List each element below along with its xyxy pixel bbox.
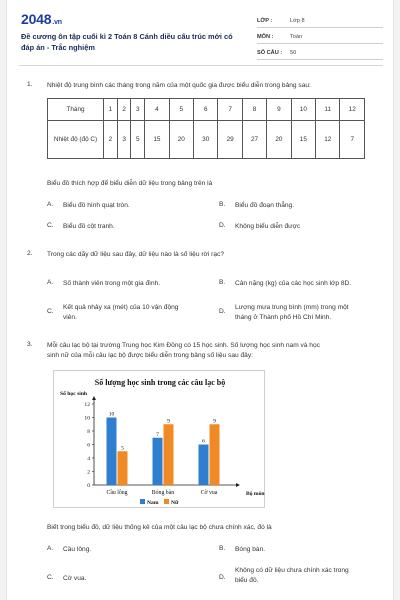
option-d[interactable]: [235, 566, 385, 586]
data-label: 7: [156, 431, 159, 438]
option-line: biểu đồ.: [235, 577, 259, 584]
table-cell: 27: [242, 121, 266, 159]
legend-swatch: [140, 499, 145, 504]
x-tick-label: Cầu lông: [106, 490, 128, 496]
meta-key: SỐ CÂU :: [257, 50, 283, 56]
bar-nữ: [164, 424, 174, 485]
bar-nam: [153, 438, 163, 485]
table-cell: 1: [104, 99, 118, 121]
option-line: viên.: [63, 314, 77, 321]
y-tick-label: 6: [87, 442, 90, 449]
bar-nam: [199, 445, 209, 486]
x-axis-arrow: [236, 483, 240, 487]
option-c[interactable]: [63, 303, 213, 323]
site-logo[interactable]: [21, 11, 62, 27]
option-letter: D.: [219, 574, 226, 581]
table-cell: 3: [117, 121, 131, 159]
meta-class: [257, 12, 383, 28]
option-letter: B.: [219, 279, 226, 286]
table-row: [48, 121, 365, 159]
option-letter: A.: [47, 279, 54, 286]
question-prompt: Biết trong biểu đồ, dữ liệu thống kê của một câu lạc bộ chưa chính xác, đó là: [47, 524, 272, 531]
bar-nam: [107, 418, 117, 486]
table-cell: 29: [218, 121, 242, 159]
document-title: Đề cương ôn tập cuối kì 2 Toán 8 Cánh diều cấu trúc mới có đáp án - Trắc nghiệm: [21, 32, 233, 52]
option-letter: C.: [47, 222, 54, 229]
table-cell: 20: [169, 121, 193, 159]
data-label: 9: [167, 418, 170, 425]
bar-nữ: [210, 424, 220, 485]
question-number: 2.: [27, 250, 33, 257]
table-cell: 5: [169, 99, 193, 121]
option-line: Kết quả nhảy xa (mét) của 10 vận động: [63, 304, 179, 311]
legend-swatch: [164, 499, 169, 504]
logo-tld: .vn: [52, 19, 62, 26]
option-b[interactable]: Cân nặng (kg) của các học sinh lớp 8D.: [235, 280, 352, 287]
table-cell: 6: [194, 99, 218, 121]
chart-svg: [54, 371, 266, 509]
option-letter: A.: [47, 545, 54, 552]
question-number: 3.: [27, 341, 33, 348]
meta-subject: [257, 28, 383, 44]
question-text: Nhiệt độ trung bình các tháng trong năm của một quốc gia được biểu diễn trong bảng sau:: [47, 82, 311, 89]
option-a[interactable]: Số thành viên trong một gia đình.: [63, 280, 161, 287]
table-cell: 3: [131, 99, 145, 121]
option-letter: D.: [219, 308, 226, 315]
table-header-cell: Tháng: [48, 99, 104, 121]
option-c[interactable]: Cờ vua.: [63, 575, 87, 582]
question-number: 1.: [27, 81, 33, 88]
meta-count: [257, 44, 383, 60]
document-page: [6, 0, 394, 600]
meta-key: MÔN :: [257, 34, 274, 40]
option-letter: D.: [219, 222, 226, 229]
chart-title: Số lượng học sinh trong các câu lạc bộ: [94, 378, 226, 387]
table-cell: 7: [340, 121, 365, 159]
option-letter: B.: [219, 545, 226, 552]
table-cell: 15: [145, 121, 169, 159]
option-line: tháng ở Thành phố Hồ Chí Minh.: [235, 314, 332, 321]
table-cell: 10: [291, 99, 315, 121]
x-tick-label: Bóng bàn: [151, 490, 175, 496]
question-text: [47, 341, 392, 361]
option-letter: C.: [47, 308, 54, 315]
table-cell: 30: [194, 121, 218, 159]
legend-label: Nam: [147, 500, 159, 506]
table-cell: 12: [316, 121, 340, 159]
y-tick-label: 10: [84, 415, 90, 422]
y-tick-label: 8: [87, 429, 90, 435]
legend-label: Nữ: [171, 500, 179, 506]
data-label: 5: [121, 445, 124, 452]
x-axis-label: Bộ môn: [246, 491, 265, 497]
logo-text: 2048: [21, 11, 52, 27]
option-d[interactable]: [235, 303, 385, 323]
y-axis-label: Số học sinh: [60, 391, 88, 397]
bar-nữ: [118, 451, 128, 485]
option-d[interactable]: Không biểu diễn được: [235, 223, 301, 230]
document-meta: [257, 12, 383, 60]
question-prompt: Biểu đồ thích hợp để biểu diễn dữ liệu trong bảng trên là: [47, 180, 213, 187]
table-cell: 4: [145, 99, 169, 121]
data-label: 10: [108, 411, 115, 418]
option-a[interactable]: Biểu đồ hình quạt tròn.: [63, 202, 130, 209]
y-tick-label: 4: [87, 456, 90, 462]
table-cell: 9: [267, 99, 291, 121]
table-cell: 11: [316, 99, 340, 121]
table-cell: 2: [104, 121, 118, 159]
x-tick-label: Cờ vua: [200, 490, 218, 496]
question-line: sinh nữ của mỗi câu lạc bộ được biểu diễn trong bảng số liệu sau đây:: [47, 352, 253, 359]
option-letter: A.: [47, 201, 54, 208]
option-b[interactable]: Biểu đồ đoạn thẳng.: [235, 202, 295, 209]
data-label: 6: [202, 438, 205, 445]
table-cell: 15: [291, 121, 315, 159]
bar-chart: [53, 370, 265, 508]
table-cell: 20: [267, 121, 291, 159]
option-letter: B.: [219, 201, 226, 208]
option-line: Lượng mưa trung bình (mm) trong một: [235, 304, 349, 311]
y-tick-label: 2: [87, 469, 90, 476]
question-line: Mỗi câu lạc bộ tại trường Trung học Kim Đồng có 15 học sinh. Số lượng học sinh nam và học: [47, 342, 320, 349]
table-header-cell: Nhiệt độ (độ C): [48, 121, 104, 159]
meta-value: 50: [290, 50, 297, 56]
meta-key: LỚP :: [257, 18, 273, 24]
table-cell: 7: [218, 99, 242, 121]
header-divider: [19, 65, 383, 66]
table-cell: 8: [242, 99, 266, 121]
table-cell: 12: [340, 99, 365, 121]
table-cell: 5: [131, 121, 145, 159]
temperature-table: [47, 98, 365, 159]
meta-value: Lớp 8: [290, 18, 305, 24]
question-text: Trong các dãy dữ liệu sau đây, dữ liệu nào là số liệu rời rạc?: [47, 251, 224, 258]
table-cell: 2: [117, 99, 131, 121]
meta-value: Toán: [290, 34, 303, 40]
y-tick-label: 0: [87, 483, 90, 489]
data-label: 9: [213, 418, 216, 425]
option-letter: C.: [47, 574, 54, 581]
table-row: [48, 99, 365, 121]
option-c[interactable]: Biểu đồ cột tranh.: [63, 223, 115, 230]
option-a[interactable]: Cầu lông.: [63, 546, 92, 553]
option-line: Không có dữ liệu chưa chính xác trong: [235, 567, 349, 574]
y-tick-label: 12: [84, 402, 90, 408]
option-b[interactable]: Bóng bàn.: [235, 546, 266, 553]
y-axis-arrow: [92, 396, 96, 400]
